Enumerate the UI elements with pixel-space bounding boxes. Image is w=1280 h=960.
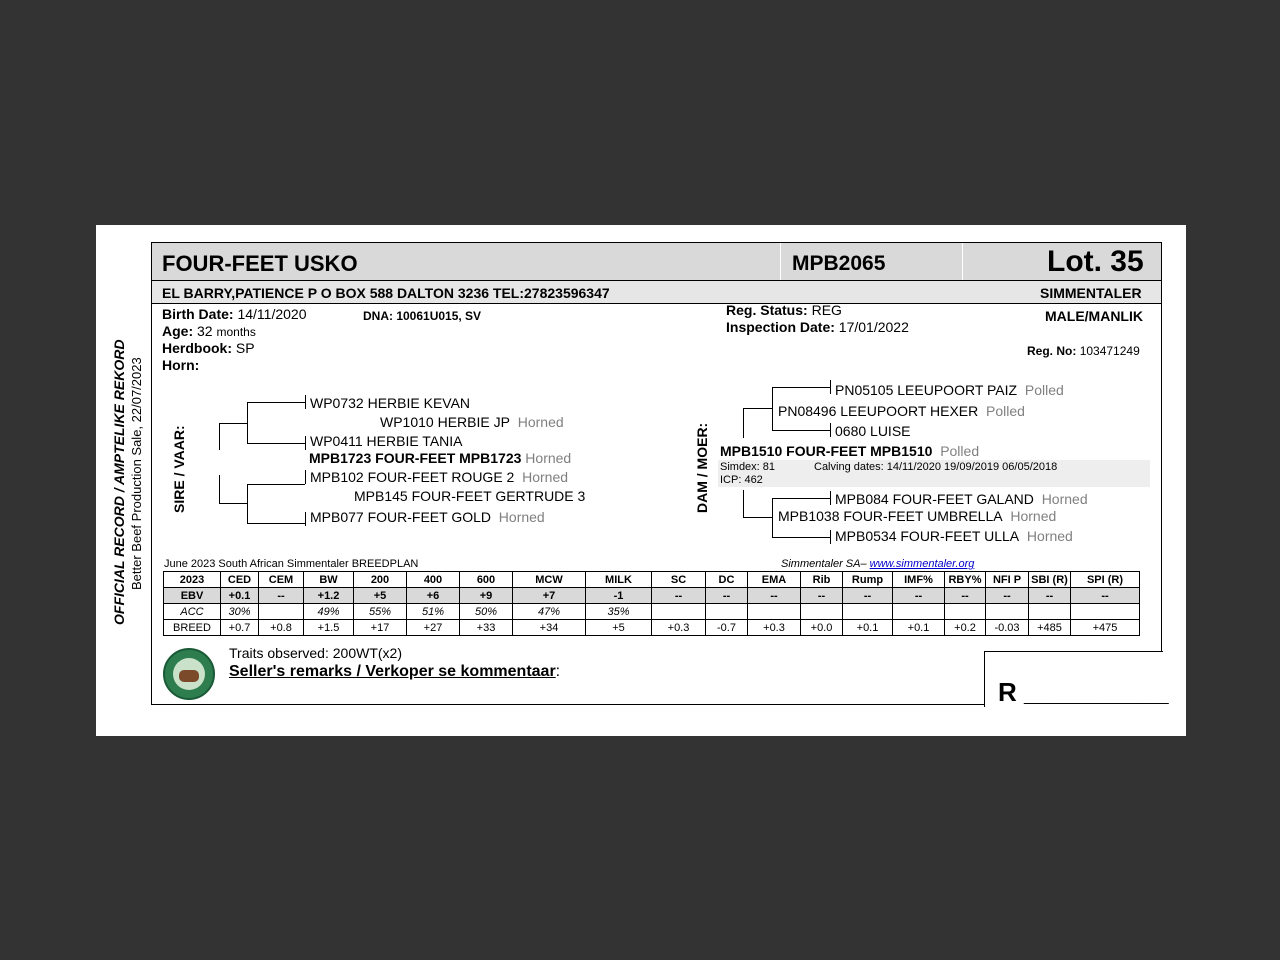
ebv-cell: -1 (586, 588, 652, 604)
breed-cell: +0.1 (843, 620, 893, 636)
dam-dam-sire: MPB084 FOUR-FEET GALAND Horned (835, 491, 1088, 507)
headers-cell: CEM (259, 572, 304, 588)
ebv-cell: +9 (460, 588, 513, 604)
horn-label: Horn: (162, 357, 200, 373)
sire-sire-sire: WP1010 HERBIE JP Horned (380, 414, 564, 430)
breed-cell: +33 (460, 620, 513, 636)
traits-observed: Traits observed: 200WT(x2) (229, 645, 402, 661)
headers-cell: CED (221, 572, 259, 588)
breed-cell: +475 (1071, 620, 1140, 636)
inspection-date: Inspection Date: 17/01/2022 (726, 319, 909, 335)
acc-cell (652, 604, 706, 620)
simmentaler-link[interactable]: www.simmentaler.org (869, 558, 975, 570)
breed-cell: +0.0 (801, 620, 843, 636)
acc-cell (1071, 604, 1140, 620)
acc-cell (1029, 604, 1071, 620)
ebv-cell: -- (706, 588, 748, 604)
breed-cell: BREED (164, 620, 221, 636)
breed-row (164, 620, 1140, 636)
simmentaler-logo (163, 648, 215, 700)
sire-dam: WP0411 HERBIE TANIA (310, 433, 463, 449)
headers-cell: EMA (748, 572, 801, 588)
acc-cell (748, 604, 801, 620)
ebv-cell: +0.1 (221, 588, 259, 604)
acc-cell (259, 604, 304, 620)
breed-cell: +485 (1029, 620, 1071, 636)
dam-sire-dam: 0680 LUISE (835, 423, 911, 439)
dam-name: MPB1510 FOUR-FEET MPB1510 Polled (720, 443, 980, 459)
acc-cell (706, 604, 748, 620)
headers-cell: BW (304, 572, 354, 588)
sire-dam-dam: MPB077 FOUR-FEET GOLD Horned (310, 509, 545, 525)
acc-cell (945, 604, 986, 620)
herdbook: Herdbook: SP (162, 340, 255, 356)
sire-name: MPB1723 FOUR-FEET MPB1723 Horned (309, 450, 572, 466)
breed-cell: +1.5 (304, 620, 354, 636)
breed-cell: +0.3 (748, 620, 801, 636)
breed-cell: +0.3 (652, 620, 706, 636)
headers-cell: MILK (586, 572, 652, 588)
breedplan-title: June 2023 South African Simmentaler BREEDPLAN (164, 558, 419, 570)
acc-cell: 50% (460, 604, 513, 620)
ebv-cell: -- (259, 588, 304, 604)
ebv-cell: -- (986, 588, 1029, 604)
lot-number: Lot. 35 (1047, 245, 1144, 278)
acc-cell (801, 604, 843, 620)
ebv-cell: +6 (407, 588, 460, 604)
headers-cell: 200 (354, 572, 407, 588)
breedplan-credit: Simmentaler SA– www.simmentaler.org (781, 558, 975, 570)
acc-row (164, 604, 1140, 620)
ebv-cell: +5 (354, 588, 407, 604)
headers-cell: Rump (843, 572, 893, 588)
headers-cell: MCW (513, 572, 586, 588)
price-field[interactable]: R __________ (998, 677, 1169, 707)
ebv-cell: EBV (164, 588, 221, 604)
ebv-cell: -- (748, 588, 801, 604)
ebv-cell: -- (843, 588, 893, 604)
ebv-cell: -- (945, 588, 986, 604)
seller-remarks: Seller's remarks / Verkoper se kommentaar: (229, 663, 561, 680)
headers-cell: SPI (R) (1071, 572, 1140, 588)
headers-cell: RBY% (945, 572, 986, 588)
ebv-cell: +1.2 (304, 588, 354, 604)
breed-cell: -0.7 (706, 620, 748, 636)
breed-cell: +17 (354, 620, 407, 636)
ebv-cell: +7 (513, 588, 586, 604)
headers-cell: NFI P (986, 572, 1029, 588)
headers-cell: Rib (801, 572, 843, 588)
reg-status: Reg. Status: REG (726, 302, 842, 318)
ebv-table (163, 571, 1140, 636)
acc-cell: 55% (354, 604, 407, 620)
official-record-label: OFFICIAL RECORD / AMPTELIKE REKORD (111, 339, 127, 625)
dam-dam: MPB1038 FOUR-FEET UMBRELLA Horned (778, 508, 1057, 524)
breed-cell: +27 (407, 620, 460, 636)
headers-cell: IMF% (893, 572, 945, 588)
acc-cell: 51% (407, 604, 460, 620)
ebv-cell: -- (652, 588, 706, 604)
animal-name: FOUR-FEET USKO (162, 251, 358, 276)
sex: MALE/MANLIK (1045, 308, 1143, 324)
acc-cell (986, 604, 1029, 620)
breed-cell: +0.1 (893, 620, 945, 636)
ebv-cell: -- (1071, 588, 1140, 604)
reg-number: Reg. No: 103471249 (1027, 344, 1140, 358)
ebv-cell: -- (1029, 588, 1071, 604)
ebv-cell: -- (801, 588, 843, 604)
sire-dam-sire-sire: MPB145 FOUR-FEET GERTRUDE 3 (354, 488, 586, 504)
age: Age: 32 months (162, 323, 256, 339)
dam-dam-dam: MPB0534 FOUR-FEET ULLA Horned (835, 528, 1073, 544)
headers-cell: 2023 (164, 572, 221, 588)
acc-cell: ACC (164, 604, 221, 620)
owner-address: EL BARRY,PATIENCE P O BOX 588 DALTON 3236 TEL:27823596347 (162, 285, 610, 301)
acc-cell: 30% (221, 604, 259, 620)
headers-cell: 600 (460, 572, 513, 588)
birth-date: Birth Date: 14/11/2020 (162, 306, 307, 322)
acc-cell: 47% (513, 604, 586, 620)
sale-label: Better Beef Production Sale, 22/07/2023 (129, 357, 144, 590)
acc-cell (893, 604, 945, 620)
ebv-cell: -- (893, 588, 945, 604)
breed-cell: +5 (586, 620, 652, 636)
dam-simdex: Simdex: 81 (720, 461, 776, 473)
breed-cell: -0.03 (986, 620, 1029, 636)
headers-cell: DC (706, 572, 748, 588)
breed-cell: +0.2 (945, 620, 986, 636)
dam-icp: ICP: 462 (720, 474, 763, 486)
headers-cell: SC (652, 572, 706, 588)
acc-cell: 35% (586, 604, 652, 620)
sire-sire: WP0732 HERBIE KEVAN (310, 395, 471, 411)
breed-name: SIMMENTALER (1040, 285, 1142, 301)
animal-id: MPB2065 (792, 252, 886, 275)
breed-cell: +34 (513, 620, 586, 636)
breed-cell: +0.8 (259, 620, 304, 636)
dam-calving-dates: Calving dates: 14/11/2020 19/09/2019 06/05/2018 (814, 461, 1058, 473)
sire-dam-sire: MPB102 FOUR-FEET ROUGE 2 Horned (310, 469, 569, 485)
ebv-header-row (164, 572, 1140, 588)
dam-sire: PN08496 LEEUPOORT HEXER Polled (778, 403, 1025, 419)
acc-cell (843, 604, 893, 620)
acc-cell: 49% (304, 604, 354, 620)
sire-label: SIRE / VAAR: (171, 425, 187, 513)
headers-cell: 400 (407, 572, 460, 588)
breed-cell: +0.7 (221, 620, 259, 636)
dam-label: DAM / MOER: (694, 422, 710, 513)
dam-sire-sire: PN05105 LEEUPOORT PAIZ Polled (835, 382, 1064, 398)
dna-info: DNA: 10061U015, SV (363, 309, 482, 323)
headers-cell: SBI (R) (1029, 572, 1071, 588)
ebv-row (164, 588, 1140, 604)
